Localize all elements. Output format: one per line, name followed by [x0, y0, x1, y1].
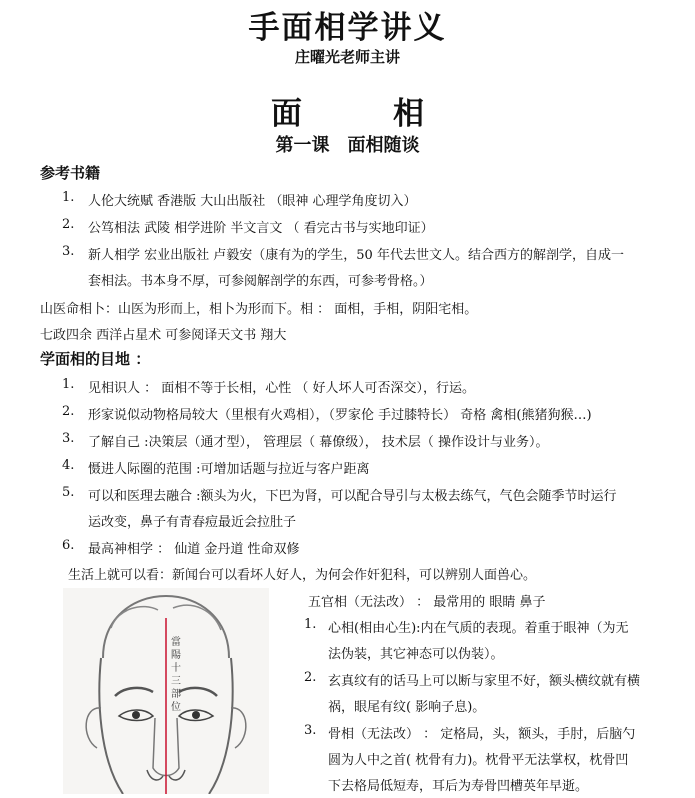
- item-text: 套相法。书本身不厚，可参阅解剖学的东西，可参考骨格。）: [88, 274, 433, 289]
- item-number: 3.: [62, 244, 75, 259]
- item-number: 1.: [62, 377, 75, 392]
- item-number: 4.: [62, 458, 75, 473]
- item-text: 最高神相学 ： 仙道 金丹道 性命双修: [88, 542, 300, 557]
- item-number: 6.: [62, 538, 75, 553]
- note-line: 山医命相卜：山医为形而上，相卜为形而下。相 ： 面相，手相，阴阳宅相。: [40, 302, 478, 317]
- item-text: 慑进人际圈的范围 :可增加话题与拉近与客户距离: [88, 462, 370, 477]
- face-outline-image: [63, 588, 269, 794]
- item-number: 3.: [304, 723, 317, 738]
- vertical-label: 當陽十三部位: [171, 637, 181, 713]
- item-text: 见相识人 ： 面相不等于长相，心性 （ 好人坏人可否深交），行运。: [88, 381, 476, 396]
- item-number: 1.: [62, 190, 75, 205]
- lecturer-subtitle: 庄曜光老师主讲: [294, 48, 400, 66]
- lesson-title: 第一课 面相随谈: [275, 135, 420, 156]
- item-number: 3.: [62, 431, 75, 446]
- item-number: 1.: [304, 617, 317, 632]
- item-number: 2.: [62, 217, 75, 232]
- item-text: 祸，眼尾有纹( 影响子息)。: [328, 700, 486, 715]
- item-text: 可以和医理去融合 :额头为火，下巴为肾，可以配合导引与太极去练气，气色会随季节时运行: [88, 489, 617, 504]
- life-note: 生活上就可以看：新闻台可以看坏人好人，为何会作奸犯科，可以辨别人面兽心。: [68, 568, 537, 583]
- item-number: 5.: [62, 485, 75, 500]
- goals-heading: 学面相的目地 ：: [40, 350, 151, 368]
- item-text: 运改变，鼻子有青春痘最近会拉肚子: [88, 515, 297, 530]
- item-text: 下去格局低短寿，耳后为寿骨凹槽英年早逝。: [328, 779, 589, 794]
- item-text: 圆为人中之首( 枕骨有力)。枕骨平无法掌权，枕骨凹: [328, 753, 629, 768]
- item-text: 形家说似动物格局较大（里根有火鸡相），（罗家伦 手过膝特长） 奇格 禽相(熊猪狗猴…): [88, 408, 592, 423]
- face-diagram: [63, 588, 269, 794]
- item-number: 2.: [304, 670, 317, 685]
- item-text: 人伦大统赋 香港版 大山出版社 （眼神 心理学角度切入）: [88, 194, 417, 209]
- section-title: 面 相: [271, 96, 454, 132]
- five-features-heading: 五官相（无法改） ： 最常用的 眼睛 鼻子: [308, 595, 546, 610]
- item-number: 2.: [62, 404, 75, 419]
- item-text: 骨相（无法改） ： 定格局，头，额头，手肘，后脑勺: [328, 727, 636, 742]
- item-text: 法伪装，其它神态可以伪装）。: [328, 647, 504, 662]
- document-title: 手面相学讲义: [248, 10, 447, 46]
- item-text: 新人相学 宏业出版社 卢毅安（康有为的学生，50 年代去世文人。结合西方的解剖学，自成一: [88, 248, 624, 263]
- item-text: 公笃相法 武陵 相学进阶 半文言文 （ 看完古书与实地印证）: [88, 221, 434, 236]
- item-text: 心相(相由心生):内在气质的表现。着重于眼神（为无: [328, 621, 629, 636]
- item-text: 了解自己 :决策层（通才型）， 管理层（ 幕僚级）， 技术层（ 操作设计与业务）。: [88, 435, 549, 450]
- item-text: 玄真纹有的话马上可以断与家里不好，额头横纹就有横: [328, 674, 641, 689]
- note-line: 七政四余 西洋占星术 可参阅译天文书 翔大: [40, 328, 287, 343]
- references-heading: 参考书籍: [40, 164, 101, 182]
